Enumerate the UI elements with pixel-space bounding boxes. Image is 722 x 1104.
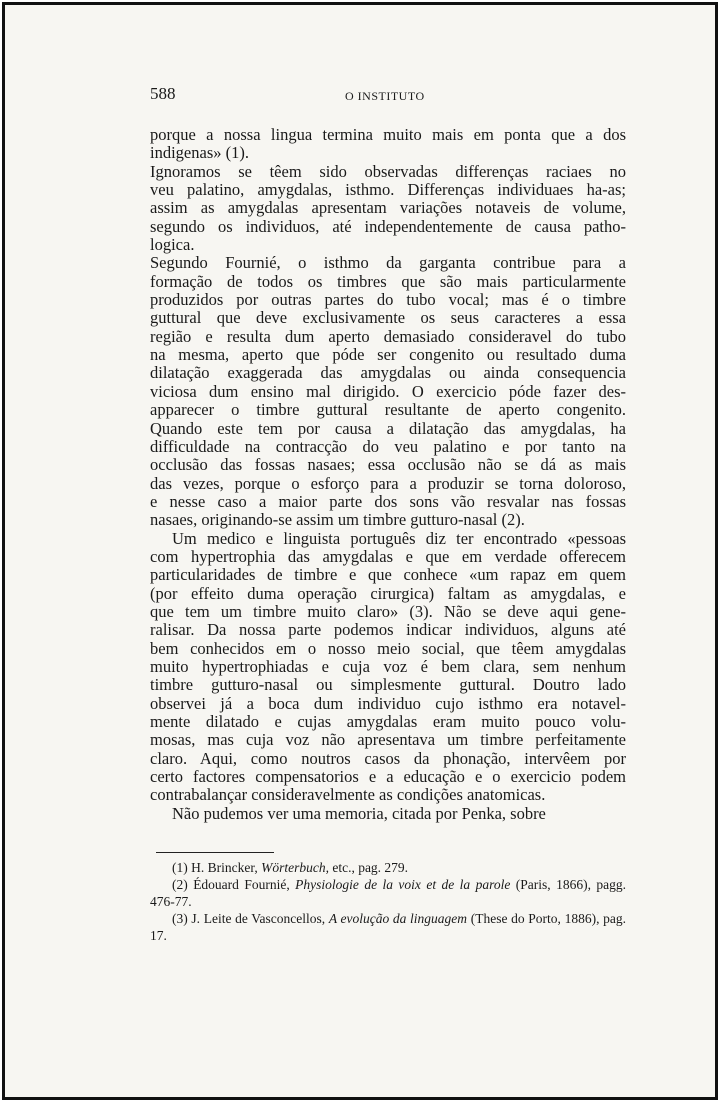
footnote-text: etc., pag. 279. [328, 860, 409, 875]
body-line: que tem um timbre muito claro» (3). Não se deve aqui gene- [150, 601, 626, 621]
body-line: mente dilatado e cujas amygdalas eram muito pouco volu- [150, 712, 626, 731]
body-line: Um medico e linguista português diz ter encontrado «pessoas [172, 528, 626, 548]
body-line: Quando este tem por causa a dilatação das amygdalas, ha [150, 418, 626, 438]
footnote-title: Physiologie de la voix et de la parole [295, 877, 511, 892]
body-line: occlusão das fossas nasaes; essa occlusão não se dá as mais [150, 455, 626, 475]
body-line: timbre gutturo-nasal ou simplesmente guttural. Doutro lado [150, 675, 626, 695]
footnote-text: J. Leite de Vasconcellos, [191, 911, 329, 926]
footnote-marker: (3) [172, 911, 188, 926]
body-line: apparecer o timbre guttural resultante de aperto congenito. [150, 400, 626, 420]
footnote-2 [150, 876, 626, 910]
body-line: produzidos por outras partes do tubo vocal; mas é o timbre [150, 290, 626, 310]
body-line: assim as amygdalas apresentam variações notaveis de volume, [150, 198, 626, 218]
body-line: e nesse caso a maior parte dos sons vão resvalar nas fossas [150, 491, 626, 511]
body-line: contrabalançar consideravelmente as condições anatomicas. [150, 785, 546, 805]
body-line: particularidades de timbre e que conhece «um rapaz em quem [150, 565, 626, 585]
body-line: das vezes, porque o esforço para a produzir se torna doloroso, [150, 473, 626, 493]
footnote-1 [150, 859, 626, 876]
body-line: difficuldade na contracção do veu palatino e por tanto na [150, 436, 626, 456]
body-line: segundo os individuos, até independentemente de causa patho- [150, 216, 626, 236]
body-line: nasaes, originando-se assim um timbre gutturo-nasal (2). [150, 510, 525, 530]
body-line: dilatação exaggerada das amygdalas ou ainda consequencia [150, 363, 626, 383]
body-line: observei já a boca dum individuo cujo isthmo era notavel- [150, 693, 626, 713]
footnote-text: (These do Porto, 1886), pag. 17. [150, 911, 626, 943]
page-number: 588 [150, 84, 176, 103]
body-text [150, 126, 626, 823]
body-line: claro. Aqui, como noutros casos da phonação, intervêem por [150, 748, 626, 768]
footnote-title: Wörterbuch, [261, 860, 329, 875]
body-line: certo factores compensatorios e a educação e o exercicio podem [150, 767, 626, 787]
body-line: porque a nossa lingua termina muito mais em ponta que a dos [150, 125, 626, 144]
footnote-3 [150, 910, 626, 944]
body-line: viciosa dum ensino mal dirigido. O exercicio póde fazer des- [150, 381, 626, 401]
footnote-rule [156, 852, 274, 853]
footnote-text: (Paris, 1866), pagg. 476-77. [150, 877, 627, 909]
running-title: O INSTITUTO [345, 89, 425, 103]
body-line: logica. [150, 235, 195, 255]
body-line: região e resulta dum aperto demasiado consideravel do tubo [150, 326, 626, 346]
body-line: com hypertrophia das amygdalas e que em verdade offerecem [150, 546, 626, 566]
body-line: na mesma, aperto que póde ser congenito ou resultado duma [150, 345, 626, 365]
body-line: mosas, mas cuja voz não apresentava um timbre perfeitamente [150, 730, 626, 750]
body-line: ralisar. Da nossa parte podemos indicar individuos, alguns até [150, 620, 626, 640]
body-line: guttural que deve exclusivamente os seus caracteres a essa [150, 308, 626, 328]
footnote-text: Édouard Fournié, [193, 877, 296, 892]
body-line: formação de todos os timbres que são mais particularmente [150, 271, 626, 291]
body-line: muito hypertrophiadas e cuja voz é bem clara, sem nenhum [150, 656, 626, 676]
footnotes [150, 859, 626, 944]
footnote-title: A evolução da linguagem [328, 911, 468, 926]
body-line: indigenas» (1). [150, 143, 249, 163]
footnote-text: H. Brincker, [191, 860, 262, 875]
body-line: veu palatino, amygdalas, isthmo. Differenças individuaes ha-as; [150, 180, 626, 200]
body-line: Não pudemos ver uma memoria, citada por Penka, sobre [172, 803, 546, 823]
body-line: Ignoramos se têem sido observadas differenças raciaes no [150, 161, 626, 181]
body-line: (por effeito duma operação cirurgica) faltam as amygdalas, e [150, 583, 626, 603]
body-line: Segundo Fournié, o isthmo da garganta contribue para a [150, 253, 626, 273]
footnote-marker: (2) [172, 877, 188, 892]
body-line: bem conhecidos em o nosso meio social, que têem amygdalas [150, 638, 626, 658]
footnote-marker: (1) [172, 860, 188, 875]
